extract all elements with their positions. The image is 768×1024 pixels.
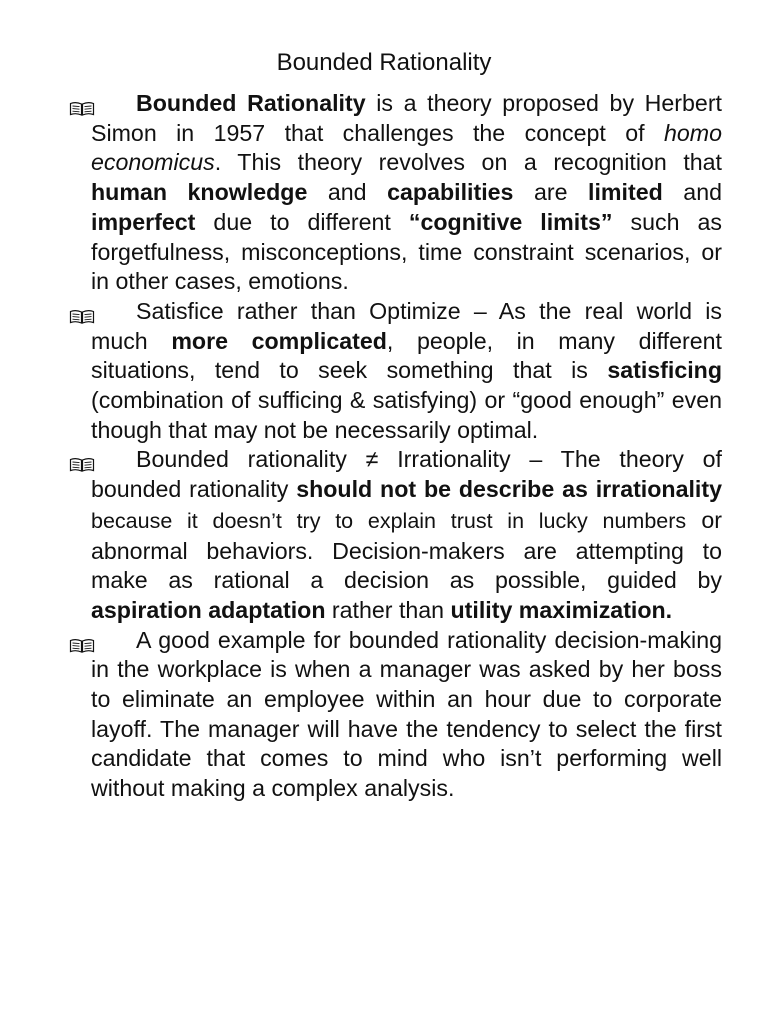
- text-run: or abnormal behaviors. Decision-makers are attempting to make as rational a decision as possible, guided by: [91, 506, 722, 594]
- book-icon: [69, 303, 95, 319]
- book-icon: [69, 95, 95, 111]
- text-run: should not be describe as irrationality: [296, 476, 722, 503]
- text-run: utility maximization.: [450, 596, 673, 623]
- text-run: rather than: [325, 596, 451, 623]
- text-run: due to different: [195, 208, 409, 235]
- bullet-item: [91, 626, 722, 804]
- text-run: is a theory proposed by Herbert Simon in 1957 that challenges the concept of: [91, 90, 722, 146]
- bullet-text: [91, 446, 722, 623]
- text-run: Bounded Rationality: [136, 90, 366, 116]
- bullet-list: [91, 89, 722, 804]
- text-run: (combination of sufficing & satisfying) or “good enough” even though that may not be necessarily optimal.: [91, 387, 722, 443]
- text-run: and: [307, 179, 388, 206]
- text-run: Satisfice rather than Optimize – As the real world is much: [91, 297, 722, 354]
- text-run: . This theory revolves on a recognition that: [214, 149, 722, 176]
- text-run: satisficing: [607, 357, 722, 384]
- text-run: imperfect: [91, 208, 196, 235]
- text-run: “cognitive limits”: [408, 208, 613, 235]
- text-run: homo economicus: [91, 119, 722, 176]
- bullet-text: [91, 298, 722, 443]
- text-run: A good example for bounded rationality decision-making in the workplace is when a manager was asked by her boss to eliminate an employee within an hour due to corporate layoff. The manager will have the tendency to select the first candidate that comes to mind who isn’t performing well without making a complex analysis.: [91, 626, 722, 802]
- text-run: human knowledge: [91, 179, 308, 206]
- text-run: more complicated: [171, 327, 387, 354]
- bullet-item: [91, 445, 722, 625]
- text-run: aspiration adaptation: [91, 596, 326, 623]
- page-title: Bounded Rationality: [276, 49, 492, 76]
- text-run: Bounded rationality ≠ Irrationality – The theory of bounded rationality: [91, 446, 722, 503]
- text-run: , people, in many different situations, tend to seek something that is: [91, 327, 722, 384]
- text-run: and: [662, 179, 722, 206]
- bullet-item: [91, 297, 722, 446]
- text-run: capabilities: [387, 179, 514, 206]
- book-icon: [69, 451, 95, 467]
- text-run: because it doesn’t try to explain trust in lucky numbers: [91, 508, 687, 533]
- text-run: are: [513, 179, 589, 206]
- book-icon: [69, 632, 95, 648]
- text-run: limited: [588, 179, 663, 206]
- bullet-text: [91, 90, 722, 294]
- text-run: such as forgetfulness, misconceptions, time constraint scenarios, or in other cases, emotions.: [91, 208, 722, 295]
- bullet-text: [91, 627, 722, 802]
- bullet-item: [91, 89, 722, 297]
